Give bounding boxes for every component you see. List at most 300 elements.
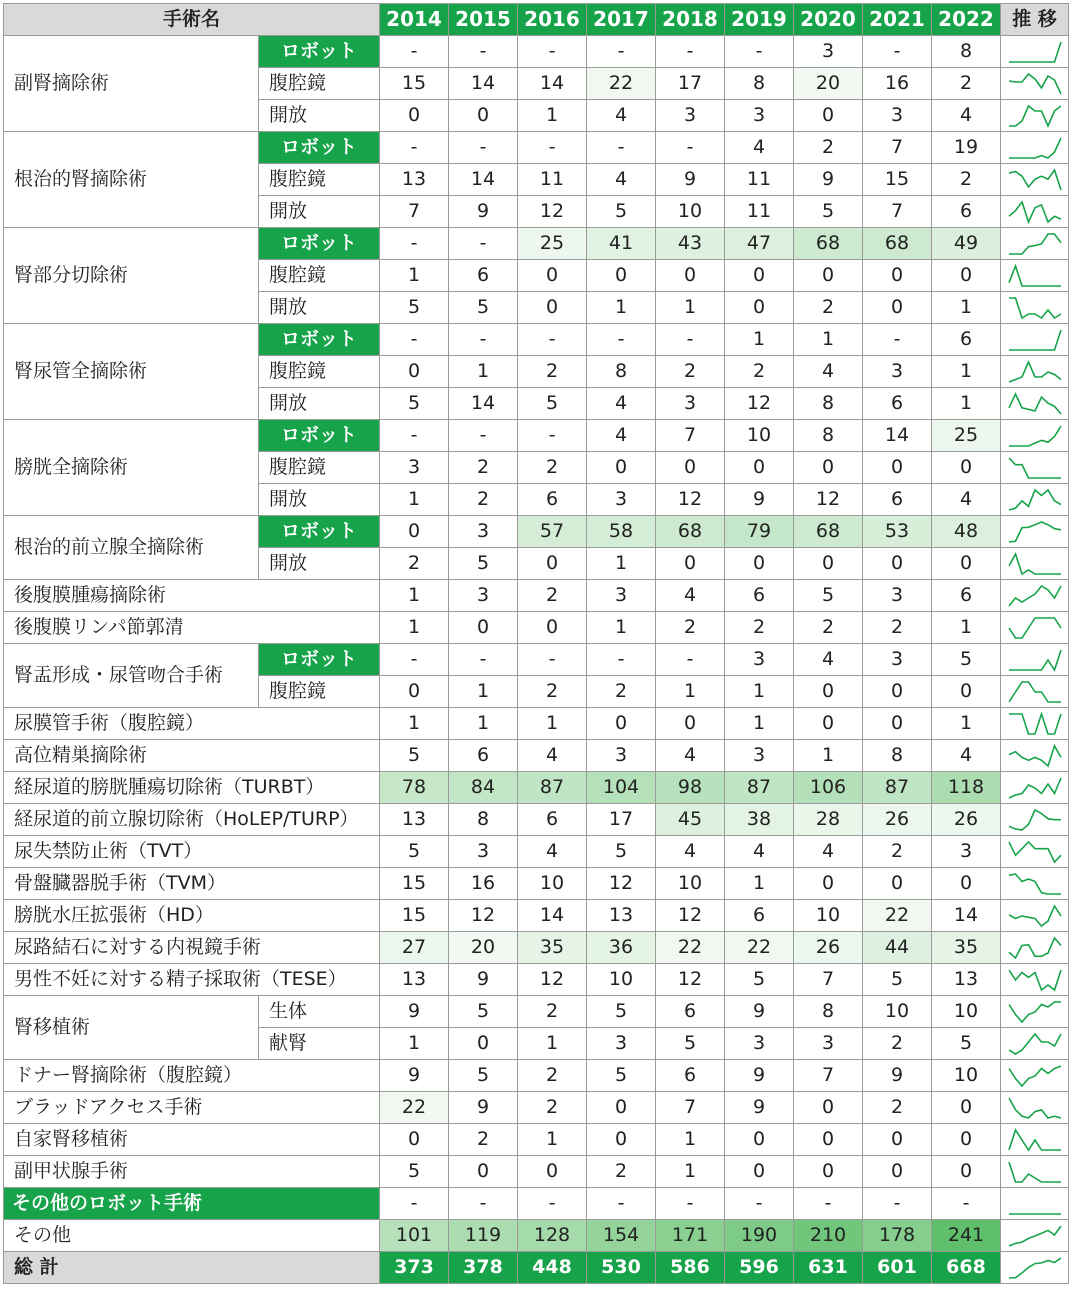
value-cell: 12 bbox=[656, 900, 725, 932]
value-cell: 3 bbox=[725, 100, 794, 132]
value-cell: 1 bbox=[518, 1028, 587, 1060]
value-cell: - bbox=[449, 420, 518, 452]
section-label: その他のロボット手術 bbox=[4, 1188, 380, 1220]
trend-line bbox=[1009, 362, 1061, 382]
trend-cell bbox=[1001, 836, 1069, 868]
trend-sparkline bbox=[1007, 264, 1063, 288]
trend-sparkline bbox=[1007, 1192, 1063, 1216]
value-cell: 20 bbox=[794, 68, 863, 100]
value-cell: 7 bbox=[380, 196, 449, 228]
value-cell: 0 bbox=[863, 452, 932, 484]
procedure-name: 腎尿管全摘除術 bbox=[4, 324, 259, 420]
value-cell: 0 bbox=[794, 1124, 863, 1156]
value-cell: 1 bbox=[932, 388, 1001, 420]
trend-cell bbox=[1001, 420, 1069, 452]
trend-sparkline bbox=[1007, 648, 1063, 672]
value-cell: 3 bbox=[587, 484, 656, 516]
value-cell: 0 bbox=[863, 1156, 932, 1188]
value-cell: 8 bbox=[932, 36, 1001, 68]
value-cell: - bbox=[518, 324, 587, 356]
value-cell: 58 bbox=[587, 516, 656, 548]
value-cell: 3 bbox=[449, 516, 518, 548]
robot-badge: ロボット bbox=[259, 132, 380, 164]
value-cell: - bbox=[794, 1188, 863, 1220]
trend-sparkline bbox=[1007, 904, 1063, 928]
trend-cell bbox=[1001, 324, 1069, 356]
value-cell: 5 bbox=[380, 836, 449, 868]
total-value: 668 bbox=[932, 1252, 1001, 1284]
value-cell: - bbox=[587, 36, 656, 68]
value-cell: 5 bbox=[449, 996, 518, 1028]
value-cell: 2 bbox=[518, 1060, 587, 1092]
value-cell: 0 bbox=[725, 452, 794, 484]
value-cell: 68 bbox=[794, 516, 863, 548]
value-cell: 8 bbox=[449, 804, 518, 836]
trend-cell bbox=[1001, 964, 1069, 996]
value-cell: 0 bbox=[449, 1028, 518, 1060]
procedure-name: 膀胱水圧拡張術（HD） bbox=[4, 900, 380, 932]
value-cell: 3 bbox=[587, 740, 656, 772]
trend-sparkline bbox=[1007, 1000, 1063, 1024]
trend-line bbox=[1009, 714, 1061, 734]
trend-line bbox=[1009, 298, 1061, 318]
value-cell: 0 bbox=[794, 868, 863, 900]
value-cell: 2 bbox=[725, 356, 794, 388]
value-cell: 1 bbox=[656, 1156, 725, 1188]
value-cell: 0 bbox=[725, 292, 794, 324]
trend-line bbox=[1009, 810, 1061, 830]
value-cell: 4 bbox=[656, 580, 725, 612]
table-row bbox=[4, 516, 1069, 548]
total-row bbox=[4, 1252, 1069, 1284]
value-cell: 0 bbox=[863, 1124, 932, 1156]
value-cell: 9 bbox=[449, 196, 518, 228]
value-cell: - bbox=[656, 132, 725, 164]
robot-badge: ロボット bbox=[259, 516, 380, 548]
value-cell: 4 bbox=[587, 164, 656, 196]
value-cell: 45 bbox=[656, 804, 725, 836]
value-cell: - bbox=[449, 132, 518, 164]
trend-sparkline bbox=[1007, 360, 1063, 384]
trend-sparkline bbox=[1007, 488, 1063, 512]
robot-badge: ロボット bbox=[259, 644, 380, 676]
value-cell: 1 bbox=[380, 260, 449, 292]
method-label: 開放 bbox=[259, 100, 380, 132]
value-cell: 22 bbox=[725, 932, 794, 964]
value-cell: 13 bbox=[380, 164, 449, 196]
value-cell: 28 bbox=[794, 804, 863, 836]
value-cell: - bbox=[518, 1188, 587, 1220]
value-cell: 4 bbox=[656, 740, 725, 772]
value-cell: 5 bbox=[932, 1028, 1001, 1060]
value-cell: 17 bbox=[587, 804, 656, 836]
procedure-name: 後腹膜リンパ節郭清 bbox=[4, 612, 380, 644]
value-cell: 1 bbox=[380, 612, 449, 644]
value-cell: 2 bbox=[449, 484, 518, 516]
value-cell: 6 bbox=[725, 900, 794, 932]
value-cell: 27 bbox=[380, 932, 449, 964]
trend-cell bbox=[1001, 1156, 1069, 1188]
value-cell: 178 bbox=[863, 1220, 932, 1252]
value-cell: 0 bbox=[380, 100, 449, 132]
table-row bbox=[4, 996, 1069, 1028]
total-value: 373 bbox=[380, 1252, 449, 1284]
value-cell: 11 bbox=[725, 196, 794, 228]
value-cell: 0 bbox=[449, 612, 518, 644]
value-cell: 0 bbox=[587, 708, 656, 740]
value-cell: 84 bbox=[449, 772, 518, 804]
trend-line bbox=[1009, 554, 1061, 574]
value-cell: - bbox=[932, 1188, 1001, 1220]
value-cell: 6 bbox=[725, 580, 794, 612]
header-name: 手術名 bbox=[4, 4, 380, 36]
total-label: 総 計 bbox=[4, 1252, 380, 1284]
trend-sparkline bbox=[1007, 1032, 1063, 1056]
value-cell: 8 bbox=[863, 740, 932, 772]
value-cell: 44 bbox=[863, 932, 932, 964]
value-cell: 2 bbox=[518, 580, 587, 612]
value-cell: 1 bbox=[518, 708, 587, 740]
value-cell: 2 bbox=[449, 1124, 518, 1156]
value-cell: 11 bbox=[725, 164, 794, 196]
value-cell: 3 bbox=[656, 100, 725, 132]
value-cell: 4 bbox=[518, 836, 587, 868]
trend-cell bbox=[1001, 260, 1069, 292]
value-cell: 0 bbox=[518, 1156, 587, 1188]
trend-cell bbox=[1001, 548, 1069, 580]
trend-sparkline bbox=[1007, 872, 1063, 896]
method-label: 献腎 bbox=[259, 1028, 380, 1060]
table-row bbox=[4, 36, 1069, 68]
value-cell: 2 bbox=[794, 132, 863, 164]
trend-sparkline bbox=[1007, 616, 1063, 640]
value-cell: 47 bbox=[725, 228, 794, 260]
trend-line bbox=[1009, 1098, 1061, 1118]
value-cell: 3 bbox=[725, 740, 794, 772]
trend-line bbox=[1009, 778, 1061, 798]
value-cell: 4 bbox=[794, 644, 863, 676]
value-cell: 5 bbox=[863, 964, 932, 996]
table-row bbox=[4, 644, 1069, 676]
value-cell: - bbox=[587, 132, 656, 164]
trend-line bbox=[1009, 458, 1061, 478]
value-cell: 7 bbox=[863, 196, 932, 228]
value-cell: 22 bbox=[863, 900, 932, 932]
trend-cell bbox=[1001, 356, 1069, 388]
value-cell: 25 bbox=[518, 228, 587, 260]
trend-line bbox=[1009, 330, 1061, 350]
trend-cell bbox=[1001, 644, 1069, 676]
value-cell: 14 bbox=[518, 68, 587, 100]
value-cell: 9 bbox=[656, 164, 725, 196]
value-cell: 78 bbox=[380, 772, 449, 804]
trend-sparkline bbox=[1007, 328, 1063, 352]
header-year: 2016 bbox=[518, 4, 587, 36]
trend-cell bbox=[1001, 772, 1069, 804]
value-cell: 0 bbox=[518, 260, 587, 292]
value-cell: - bbox=[380, 1188, 449, 1220]
value-cell: 2 bbox=[932, 68, 1001, 100]
value-cell: 12 bbox=[518, 964, 587, 996]
trend-sparkline bbox=[1007, 168, 1063, 192]
trend-line bbox=[1009, 842, 1061, 862]
table-row bbox=[4, 804, 1069, 836]
trend-sparkline bbox=[1007, 456, 1063, 480]
total-value: 596 bbox=[725, 1252, 794, 1284]
table-row bbox=[4, 836, 1069, 868]
value-cell: 0 bbox=[794, 260, 863, 292]
value-cell: 2 bbox=[449, 452, 518, 484]
value-cell: 7 bbox=[656, 420, 725, 452]
value-cell: 0 bbox=[794, 1156, 863, 1188]
value-cell: 5 bbox=[794, 580, 863, 612]
trend-cell bbox=[1001, 452, 1069, 484]
procedure-name: ドナー腎摘除術（腹腔鏡） bbox=[4, 1060, 380, 1092]
value-cell: 14 bbox=[863, 420, 932, 452]
value-cell: 2 bbox=[518, 1092, 587, 1124]
value-cell: 0 bbox=[656, 548, 725, 580]
value-cell: 1 bbox=[449, 676, 518, 708]
value-cell: - bbox=[449, 644, 518, 676]
value-cell: 5 bbox=[380, 1156, 449, 1188]
value-cell: 4 bbox=[932, 100, 1001, 132]
value-cell: 3 bbox=[587, 1028, 656, 1060]
robot-badge: ロボット bbox=[259, 228, 380, 260]
value-cell: 3 bbox=[656, 388, 725, 420]
value-cell: 3 bbox=[794, 1028, 863, 1060]
value-cell: - bbox=[656, 36, 725, 68]
value-cell: 14 bbox=[518, 900, 587, 932]
value-cell: 9 bbox=[725, 996, 794, 1028]
value-cell: 38 bbox=[725, 804, 794, 836]
value-cell: 1 bbox=[932, 612, 1001, 644]
value-cell: 15 bbox=[863, 164, 932, 196]
value-cell: 0 bbox=[656, 452, 725, 484]
procedure-name: 腎部分切除術 bbox=[4, 228, 259, 324]
value-cell: 12 bbox=[794, 484, 863, 516]
value-cell: 0 bbox=[587, 452, 656, 484]
table-row bbox=[4, 708, 1069, 740]
trend-sparkline bbox=[1007, 968, 1063, 992]
value-cell: 118 bbox=[932, 772, 1001, 804]
value-cell: 9 bbox=[863, 1060, 932, 1092]
value-cell: 4 bbox=[587, 100, 656, 132]
value-cell: 2 bbox=[380, 548, 449, 580]
trend-cell bbox=[1001, 1188, 1069, 1220]
value-cell: 3 bbox=[863, 100, 932, 132]
table-row bbox=[4, 580, 1069, 612]
table-row bbox=[4, 1124, 1069, 1156]
table-row bbox=[4, 932, 1069, 964]
trend-cell bbox=[1001, 1220, 1069, 1252]
method-label: 腹腔鏡 bbox=[259, 164, 380, 196]
value-cell: 4 bbox=[587, 420, 656, 452]
trend-cell bbox=[1001, 516, 1069, 548]
procedure-name: 尿失禁防止術（TVT） bbox=[4, 836, 380, 868]
value-cell: 3 bbox=[794, 36, 863, 68]
trend-line bbox=[1009, 938, 1061, 958]
value-cell: 1 bbox=[587, 612, 656, 644]
trend-sparkline bbox=[1007, 232, 1063, 256]
value-cell: 6 bbox=[656, 996, 725, 1028]
value-cell: 9 bbox=[380, 1060, 449, 1092]
value-cell: 0 bbox=[932, 260, 1001, 292]
trend-line bbox=[1009, 234, 1061, 254]
value-cell: 13 bbox=[587, 900, 656, 932]
trend-cell bbox=[1001, 1028, 1069, 1060]
value-cell: 4 bbox=[932, 740, 1001, 772]
table-row bbox=[4, 964, 1069, 996]
value-cell: - bbox=[656, 644, 725, 676]
value-cell: 6 bbox=[518, 804, 587, 836]
value-cell: 5 bbox=[932, 644, 1001, 676]
procedure-name: ブラッドアクセス手術 bbox=[4, 1092, 380, 1124]
robot-badge: ロボット bbox=[259, 36, 380, 68]
value-cell: 0 bbox=[794, 1092, 863, 1124]
value-cell: 0 bbox=[863, 260, 932, 292]
value-cell: 10 bbox=[656, 196, 725, 228]
value-cell: 6 bbox=[449, 740, 518, 772]
value-cell: 6 bbox=[863, 388, 932, 420]
trend-line bbox=[1009, 650, 1061, 670]
value-cell: 1 bbox=[656, 1124, 725, 1156]
value-cell: - bbox=[863, 36, 932, 68]
trend-cell bbox=[1001, 100, 1069, 132]
value-cell: 11 bbox=[518, 164, 587, 196]
value-cell: 3 bbox=[449, 580, 518, 612]
value-cell: 5 bbox=[449, 292, 518, 324]
value-cell: 0 bbox=[656, 260, 725, 292]
value-cell: 13 bbox=[380, 804, 449, 836]
value-cell: 8 bbox=[587, 356, 656, 388]
value-cell: 12 bbox=[656, 964, 725, 996]
value-cell: 1 bbox=[380, 484, 449, 516]
trend-sparkline bbox=[1007, 712, 1063, 736]
value-cell: 7 bbox=[794, 964, 863, 996]
value-cell: 0 bbox=[725, 260, 794, 292]
table-row bbox=[4, 1188, 1069, 1220]
value-cell: 4 bbox=[656, 836, 725, 868]
value-cell: 4 bbox=[794, 836, 863, 868]
value-cell: 57 bbox=[518, 516, 587, 548]
trend-cell bbox=[1001, 804, 1069, 836]
value-cell: 5 bbox=[449, 1060, 518, 1092]
table-row bbox=[4, 420, 1069, 452]
value-cell: 10 bbox=[725, 420, 794, 452]
value-cell: 0 bbox=[725, 548, 794, 580]
trend-line bbox=[1009, 426, 1061, 446]
value-cell: - bbox=[380, 420, 449, 452]
value-cell: 1 bbox=[725, 324, 794, 356]
value-cell: 1 bbox=[656, 292, 725, 324]
trend-sparkline bbox=[1007, 552, 1063, 576]
robot-badge: ロボット bbox=[259, 324, 380, 356]
value-cell: 10 bbox=[932, 1060, 1001, 1092]
value-cell: 9 bbox=[449, 964, 518, 996]
value-cell: 3 bbox=[863, 644, 932, 676]
value-cell: 0 bbox=[794, 708, 863, 740]
value-cell: 106 bbox=[794, 772, 863, 804]
value-cell: 16 bbox=[449, 868, 518, 900]
value-cell: 6 bbox=[449, 260, 518, 292]
trend-line bbox=[1009, 394, 1061, 414]
value-cell: 10 bbox=[932, 996, 1001, 1028]
value-cell: 0 bbox=[449, 1156, 518, 1188]
trend-sparkline bbox=[1007, 136, 1063, 160]
value-cell: 3 bbox=[380, 452, 449, 484]
value-cell: 7 bbox=[656, 1092, 725, 1124]
trend-line bbox=[1009, 522, 1061, 542]
value-cell: 0 bbox=[932, 1156, 1001, 1188]
value-cell: 20 bbox=[449, 932, 518, 964]
value-cell: 9 bbox=[725, 1060, 794, 1092]
value-cell: 0 bbox=[932, 548, 1001, 580]
value-cell: 87 bbox=[725, 772, 794, 804]
value-cell: 0 bbox=[380, 676, 449, 708]
value-cell: 1 bbox=[794, 324, 863, 356]
header-year: 2015 bbox=[449, 4, 518, 36]
value-cell: 13 bbox=[932, 964, 1001, 996]
value-cell: - bbox=[587, 324, 656, 356]
total-value: 631 bbox=[794, 1252, 863, 1284]
table-row bbox=[4, 612, 1069, 644]
value-cell: 4 bbox=[932, 484, 1001, 516]
value-cell: 13 bbox=[380, 964, 449, 996]
procedure-name: その他 bbox=[4, 1220, 380, 1252]
table-row bbox=[4, 1092, 1069, 1124]
procedure-name: 副甲状腺手術 bbox=[4, 1156, 380, 1188]
trend-cell bbox=[1001, 1124, 1069, 1156]
trend-cell bbox=[1001, 292, 1069, 324]
trend-sparkline bbox=[1007, 424, 1063, 448]
value-cell: 0 bbox=[932, 1124, 1001, 1156]
total-value: 601 bbox=[863, 1252, 932, 1284]
value-cell: 3 bbox=[863, 580, 932, 612]
total-value: 530 bbox=[587, 1252, 656, 1284]
value-cell: 68 bbox=[656, 516, 725, 548]
value-cell: 190 bbox=[725, 1220, 794, 1252]
method-label: 開放 bbox=[259, 196, 380, 228]
value-cell: 10 bbox=[656, 868, 725, 900]
value-cell: - bbox=[449, 228, 518, 260]
value-cell: 35 bbox=[518, 932, 587, 964]
value-cell: 9 bbox=[725, 1092, 794, 1124]
value-cell: 26 bbox=[863, 804, 932, 836]
trend-line bbox=[1009, 1130, 1061, 1150]
trend-line bbox=[1009, 1066, 1061, 1086]
value-cell: 6 bbox=[932, 196, 1001, 228]
value-cell: 8 bbox=[794, 388, 863, 420]
value-cell: - bbox=[449, 36, 518, 68]
trend-cell bbox=[1001, 676, 1069, 708]
value-cell: 1 bbox=[380, 1028, 449, 1060]
value-cell: 10 bbox=[863, 996, 932, 1028]
value-cell: 0 bbox=[794, 452, 863, 484]
procedure-name: 骨盤臓器脱手術（TVM） bbox=[4, 868, 380, 900]
value-cell: 0 bbox=[518, 548, 587, 580]
table-row bbox=[4, 900, 1069, 932]
value-cell: - bbox=[449, 324, 518, 356]
method-label: 開放 bbox=[259, 548, 380, 580]
value-cell: 26 bbox=[794, 932, 863, 964]
method-label: 腹腔鏡 bbox=[259, 68, 380, 100]
value-cell: 7 bbox=[794, 1060, 863, 1092]
value-cell: 14 bbox=[449, 164, 518, 196]
value-cell: 0 bbox=[863, 548, 932, 580]
procedure-name: 膀胱全摘除術 bbox=[4, 420, 259, 516]
value-cell: 16 bbox=[863, 68, 932, 100]
value-cell: 9 bbox=[794, 164, 863, 196]
